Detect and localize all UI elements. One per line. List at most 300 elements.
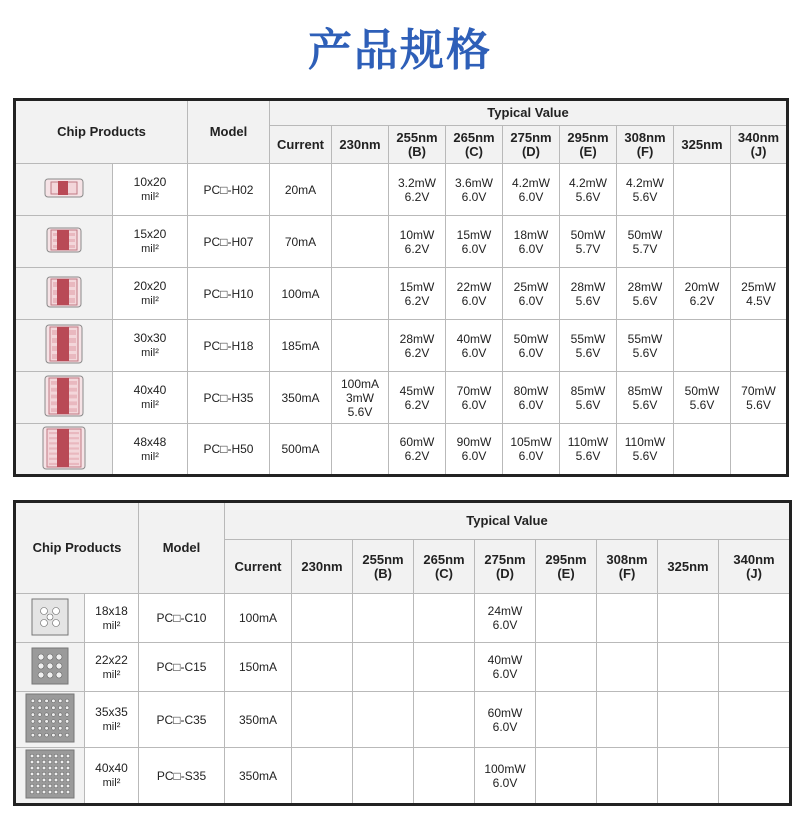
- value-cell: [731, 424, 788, 476]
- value-line: 60mW: [399, 435, 435, 449]
- value-cell: [658, 748, 719, 805]
- value-cell: [674, 164, 731, 216]
- model-cell: [139, 692, 225, 748]
- value-cell: [731, 372, 788, 424]
- value-line: 5.6V: [632, 189, 658, 204]
- model-cell: [188, 320, 270, 372]
- chip-size-unit: mil²: [102, 777, 121, 789]
- current-cell: [270, 164, 332, 216]
- header-wavelength: [292, 540, 353, 594]
- model-value: PC□-H18: [203, 338, 254, 353]
- wavelength-code: (B): [407, 143, 427, 159]
- model-cell: [188, 216, 270, 268]
- chip-image: [24, 748, 76, 800]
- current-value: 100mA: [238, 611, 278, 625]
- current-value: 350mA: [238, 768, 278, 783]
- value-cell: [503, 268, 560, 320]
- header-wavelength: [389, 126, 446, 164]
- wavelength-code: (C): [464, 143, 484, 159]
- value-line: 6.0V: [461, 449, 487, 463]
- value-line: 6.0V: [518, 241, 544, 256]
- wavelength-code: (D): [495, 565, 515, 581]
- chip-size-unit: mil²: [141, 295, 159, 307]
- chip-size-value: 15x20: [133, 227, 167, 241]
- value-line: 6.2V: [404, 449, 430, 463]
- value-line: 6.2V: [404, 293, 430, 308]
- table-row: [15, 594, 791, 643]
- header-wavelength: [536, 540, 597, 594]
- wavelength-nm: 265nm: [453, 129, 495, 145]
- value-line: 110mW: [624, 435, 666, 449]
- table-row: [15, 748, 791, 805]
- header-wavelength: [503, 126, 560, 164]
- value-line: 70mW: [741, 383, 776, 398]
- value-cell: [414, 748, 475, 805]
- value-cell: [617, 424, 674, 476]
- spec-table-c-series: [13, 500, 792, 806]
- value-cell: [560, 268, 617, 320]
- header-chip-products: Chip Products: [15, 502, 139, 594]
- value-line: 20mW: [684, 279, 720, 294]
- model-cell: [139, 643, 225, 692]
- value-cell: [597, 748, 658, 805]
- value-cell: [503, 424, 560, 476]
- header-wavelength: [475, 540, 536, 594]
- header-wavelength: [658, 540, 719, 594]
- current-cell: [270, 320, 332, 372]
- value-line: 6.0V: [492, 618, 518, 632]
- value-line: 6.2V: [404, 397, 430, 412]
- value-line: 6.2V: [689, 293, 715, 308]
- wavelength-code: (J): [746, 565, 762, 581]
- table-row: [15, 268, 788, 320]
- value-line: 60mW: [487, 705, 523, 720]
- value-line: 50mW: [627, 227, 663, 242]
- value-line: 105mW: [510, 435, 552, 449]
- wavelength-nm: 295nm: [545, 551, 587, 567]
- value-cell: [617, 216, 674, 268]
- value-line: 6.0V: [518, 293, 544, 308]
- table-row: [15, 692, 791, 748]
- model-value: PC□-C10: [156, 611, 207, 625]
- spec-table-h-series: [13, 98, 789, 477]
- chip-size: [85, 748, 139, 805]
- chip-size-unit: mil²: [141, 191, 159, 203]
- header-wavelength: [446, 126, 503, 164]
- table-row: [15, 372, 788, 424]
- wavelength-code: (J): [750, 143, 767, 159]
- model-cell: [139, 594, 225, 643]
- value-line: 5.6V: [632, 345, 658, 360]
- wavelength-nm: 255nm: [362, 551, 404, 567]
- value-cell: [332, 424, 389, 476]
- model-cell: [188, 164, 270, 216]
- current-cell: [225, 692, 292, 748]
- value-line: 22mW: [456, 279, 492, 294]
- value-cell: [414, 692, 475, 748]
- value-line: 85mW: [627, 383, 663, 398]
- value-line: 4.5V: [746, 293, 771, 308]
- current-value: 350mA: [238, 712, 278, 727]
- current-value: 20mA: [284, 182, 317, 197]
- value-line: 24mW: [487, 604, 523, 618]
- model-value: PC□-H50: [203, 442, 254, 456]
- current-value: 500mA: [281, 442, 320, 456]
- wavelength-nm: 295nm: [567, 129, 609, 145]
- value-cell: [475, 748, 536, 805]
- wavelength-nm: 308nm: [606, 551, 648, 567]
- chip-image: [30, 597, 70, 637]
- value-cell: [389, 320, 446, 372]
- value-cell: [292, 643, 353, 692]
- header-wavelength: [597, 540, 658, 594]
- value-line: 6.0V: [461, 345, 487, 360]
- header-wavelength: [617, 126, 674, 164]
- value-line: 6.0V: [492, 775, 518, 790]
- chip-image: [44, 323, 84, 365]
- value-line: 6.2V: [404, 189, 430, 204]
- value-line: 3mW: [346, 390, 374, 405]
- value-line: 3.2mW: [397, 175, 436, 190]
- model-cell: [188, 372, 270, 424]
- table-row: [15, 164, 788, 216]
- value-line: 6.0V: [461, 397, 487, 412]
- chip-image-cell: [15, 320, 113, 372]
- value-line: 6.0V: [518, 449, 544, 463]
- value-line: 4.2mW: [511, 175, 550, 190]
- value-line: 6.0V: [518, 345, 544, 360]
- wavelength-code: (F): [618, 565, 636, 581]
- value-cell: [446, 216, 503, 268]
- value-cell: [292, 748, 353, 805]
- value-line: 5.6V: [632, 449, 658, 463]
- value-line: 5.6V: [746, 397, 771, 412]
- current-value: 350mA: [281, 390, 320, 405]
- chip-size: [85, 692, 139, 748]
- wavelength-nm: 265nm: [423, 551, 465, 567]
- chip-size-value: 30x30: [133, 331, 167, 345]
- current-value: 185mA: [281, 338, 320, 353]
- value-cell: [503, 372, 560, 424]
- model-value: PC□-C15: [156, 660, 207, 674]
- wavelength-nm: 230nm: [301, 558, 343, 574]
- chip-size: [85, 643, 139, 692]
- current-value: 70mA: [284, 234, 317, 249]
- value-cell: [446, 320, 503, 372]
- chip-image-cell: [15, 748, 85, 805]
- header-wavelength: [560, 126, 617, 164]
- wavelength-code: (C): [434, 565, 454, 581]
- value-cell: [674, 216, 731, 268]
- value-cell: [475, 643, 536, 692]
- wavelength-nm: 230nm: [339, 136, 381, 152]
- value-cell: [719, 692, 791, 748]
- value-line: 6.0V: [492, 667, 518, 681]
- value-cell: [719, 748, 791, 805]
- value-line: 5.7V: [575, 241, 601, 256]
- value-cell: [446, 372, 503, 424]
- value-line: 18mW: [513, 227, 549, 242]
- value-cell: [560, 164, 617, 216]
- value-cell: [389, 372, 446, 424]
- header-wavelength: [731, 126, 788, 164]
- value-cell: [674, 320, 731, 372]
- value-cell: [389, 216, 446, 268]
- wavelength-nm: 325nm: [667, 558, 709, 574]
- value-cell: [446, 268, 503, 320]
- header-wavelength: [353, 540, 414, 594]
- wavelength-nm: 255nm: [396, 129, 438, 145]
- value-line: 5.6V: [689, 397, 715, 412]
- value-line: 40mW: [456, 331, 492, 346]
- chip-image: [41, 425, 87, 471]
- value-cell: [292, 594, 353, 643]
- value-line: 5.6V: [575, 189, 601, 204]
- wavelength-nm: 325nm: [681, 136, 723, 152]
- value-line: 90mW: [456, 435, 492, 449]
- value-line: 4.2mW: [568, 175, 607, 190]
- current-cell: [225, 748, 292, 805]
- chip-image: [45, 226, 83, 254]
- value-line: 15mW: [456, 227, 492, 242]
- value-cell: [560, 216, 617, 268]
- chip-size-unit: mil²: [141, 450, 159, 463]
- value-cell: [503, 216, 560, 268]
- value-line: 3.6mW: [454, 175, 493, 190]
- current-cell: [225, 594, 292, 643]
- chip-image: [43, 374, 85, 418]
- wavelength-nm: 275nm: [510, 129, 552, 145]
- model-cell: [139, 748, 225, 805]
- value-line: 6.0V: [461, 241, 487, 256]
- value-line: 50mW: [513, 331, 549, 346]
- value-cell: [332, 268, 389, 320]
- value-line: 85mW: [570, 383, 606, 398]
- chip-size-value: 22x22: [95, 652, 128, 667]
- value-cell: [353, 594, 414, 643]
- value-cell: [658, 594, 719, 643]
- wavelength-code: (D): [521, 143, 541, 159]
- chip-size: [113, 164, 188, 216]
- value-line: 25mW: [741, 279, 776, 294]
- value-line: 10mW: [399, 227, 435, 242]
- chip-size-unit: mil²: [141, 243, 159, 255]
- value-cell: [475, 692, 536, 748]
- value-line: 40mW: [487, 653, 523, 667]
- chip-image: [24, 692, 76, 744]
- header-current: Current: [270, 126, 332, 164]
- model-value: PC□-H10: [203, 286, 254, 301]
- model-cell: [188, 268, 270, 320]
- value-line: 6.0V: [518, 189, 544, 204]
- header-model: Model: [139, 502, 225, 594]
- value-cell: [731, 216, 788, 268]
- chip-size-unit: mil²: [141, 347, 159, 359]
- chip-size-value: 48x48: [133, 434, 167, 449]
- header-wavelength: [674, 126, 731, 164]
- chip-size-value: 10x20: [133, 175, 167, 189]
- value-line: 6.0V: [518, 397, 544, 412]
- value-line: 50mW: [570, 227, 606, 242]
- value-line: 6.0V: [461, 189, 487, 204]
- current-value: 100mA: [281, 286, 320, 301]
- value-cell: [332, 216, 389, 268]
- model-value: PC□-H35: [203, 390, 254, 405]
- chip-size-value: 40x40: [95, 761, 128, 775]
- value-cell: [389, 268, 446, 320]
- wavelength-nm: 275nm: [484, 551, 526, 567]
- value-cell: [674, 424, 731, 476]
- value-line: 110mW: [567, 435, 609, 449]
- value-cell: [560, 372, 617, 424]
- value-cell: [536, 748, 597, 805]
- value-cell: [332, 164, 389, 216]
- value-cell: [617, 268, 674, 320]
- chip-image: [30, 646, 70, 686]
- value-line: 5.6V: [575, 397, 601, 412]
- chip-size: [113, 424, 188, 476]
- chip-size-unit: mil²: [102, 721, 121, 733]
- value-cell: [332, 320, 389, 372]
- value-cell: [503, 164, 560, 216]
- table-row: [15, 216, 788, 268]
- value-cell: [536, 643, 597, 692]
- value-line: 5.6V: [575, 293, 601, 308]
- value-line: 100mW: [484, 761, 526, 776]
- current-cell: [270, 268, 332, 320]
- value-cell: [719, 594, 791, 643]
- table-row: [15, 320, 788, 372]
- value-cell: [292, 692, 353, 748]
- chip-image-cell: [15, 216, 113, 268]
- wavelength-code: (F): [636, 143, 654, 159]
- value-cell: [617, 164, 674, 216]
- value-cell: [674, 372, 731, 424]
- value-line: 6.2V: [404, 241, 430, 256]
- header-wavelength: [414, 540, 475, 594]
- value-line: 45mW: [399, 383, 435, 398]
- page-title: 产品规格: [308, 25, 492, 76]
- current-cell: [270, 424, 332, 476]
- value-cell: [597, 594, 658, 643]
- value-cell: [617, 372, 674, 424]
- value-line: 55mW: [627, 331, 663, 346]
- value-cell: [475, 594, 536, 643]
- value-cell: [414, 643, 475, 692]
- chip-image-cell: [15, 594, 85, 643]
- chip-image-cell: [15, 164, 113, 216]
- chip-size: [113, 372, 188, 424]
- chip-size: [113, 268, 188, 320]
- header-typical-value: Typical Value: [225, 502, 791, 540]
- chip-size-value: 40x40: [133, 383, 167, 397]
- value-line: 6.0V: [492, 719, 518, 734]
- chip-image: [45, 275, 83, 309]
- value-line: 5.6V: [575, 449, 601, 463]
- value-cell: [597, 692, 658, 748]
- header-typical-value: Typical Value: [270, 100, 788, 126]
- value-line: 28mW: [570, 279, 606, 294]
- model-cell: [188, 424, 270, 476]
- value-line: 5.6V: [347, 404, 373, 419]
- value-line: 15mW: [399, 279, 435, 294]
- header-current: Current: [225, 540, 292, 594]
- value-cell: [658, 643, 719, 692]
- model-value: PC□-S35: [156, 768, 207, 783]
- chip-image: [43, 177, 85, 199]
- chip-size: [113, 216, 188, 268]
- chip-size-unit: mil²: [102, 668, 121, 681]
- value-cell: [658, 692, 719, 748]
- table-row: [15, 643, 791, 692]
- value-line: 55mW: [570, 331, 606, 346]
- wavelength-nm: 340nm: [733, 551, 775, 567]
- wavelength-nm: 308nm: [624, 129, 666, 145]
- wavelength-nm: 340nm: [737, 129, 780, 145]
- value-cell: [332, 372, 389, 424]
- value-line: 28mW: [399, 331, 435, 346]
- value-cell: [731, 268, 788, 320]
- value-cell: [446, 424, 503, 476]
- value-line: 70mW: [456, 383, 492, 398]
- header-chip-products: Chip Products: [15, 100, 188, 164]
- chip-image-cell: [15, 424, 113, 476]
- model-value: PC□-H02: [203, 182, 254, 197]
- value-cell: [719, 643, 791, 692]
- value-cell: [674, 268, 731, 320]
- chip-size-unit: mil²: [141, 399, 159, 411]
- wavelength-code: (E): [557, 565, 575, 581]
- current-cell: [225, 643, 292, 692]
- value-cell: [731, 320, 788, 372]
- value-cell: [389, 424, 446, 476]
- chip-image-cell: [15, 268, 113, 320]
- value-cell: [536, 594, 597, 643]
- value-cell: [617, 320, 674, 372]
- value-line: 28mW: [627, 279, 663, 294]
- model-value: PC□-C35: [156, 712, 207, 727]
- chip-image-cell: [15, 692, 85, 748]
- value-line: 6.0V: [461, 293, 487, 308]
- value-cell: [560, 320, 617, 372]
- value-cell: [503, 320, 560, 372]
- value-cell: [414, 594, 475, 643]
- chip-size: [85, 594, 139, 643]
- wavelength-code: (B): [373, 565, 393, 581]
- chip-size: [113, 320, 188, 372]
- header-wavelength: [719, 540, 791, 594]
- current-cell: [270, 372, 332, 424]
- chip-size-unit: mil²: [102, 619, 121, 632]
- current-value: 150mA: [238, 660, 278, 674]
- value-cell: [353, 748, 414, 805]
- chip-image-cell: [15, 643, 85, 692]
- chip-size-value: 35x35: [95, 705, 128, 719]
- value-line: 25mW: [513, 279, 549, 294]
- chip-image-cell: [15, 372, 113, 424]
- value-cell: [353, 643, 414, 692]
- value-line: 4.2mW: [625, 175, 664, 190]
- value-cell: [389, 164, 446, 216]
- value-cell: [560, 424, 617, 476]
- value-cell: [597, 643, 658, 692]
- value-line: 6.2V: [404, 345, 430, 360]
- value-cell: [446, 164, 503, 216]
- value-line: 100mA: [340, 376, 380, 391]
- value-line: 80mW: [513, 383, 549, 398]
- chip-size-value: 20x20: [133, 279, 167, 293]
- value-line: 5.7V: [632, 241, 658, 256]
